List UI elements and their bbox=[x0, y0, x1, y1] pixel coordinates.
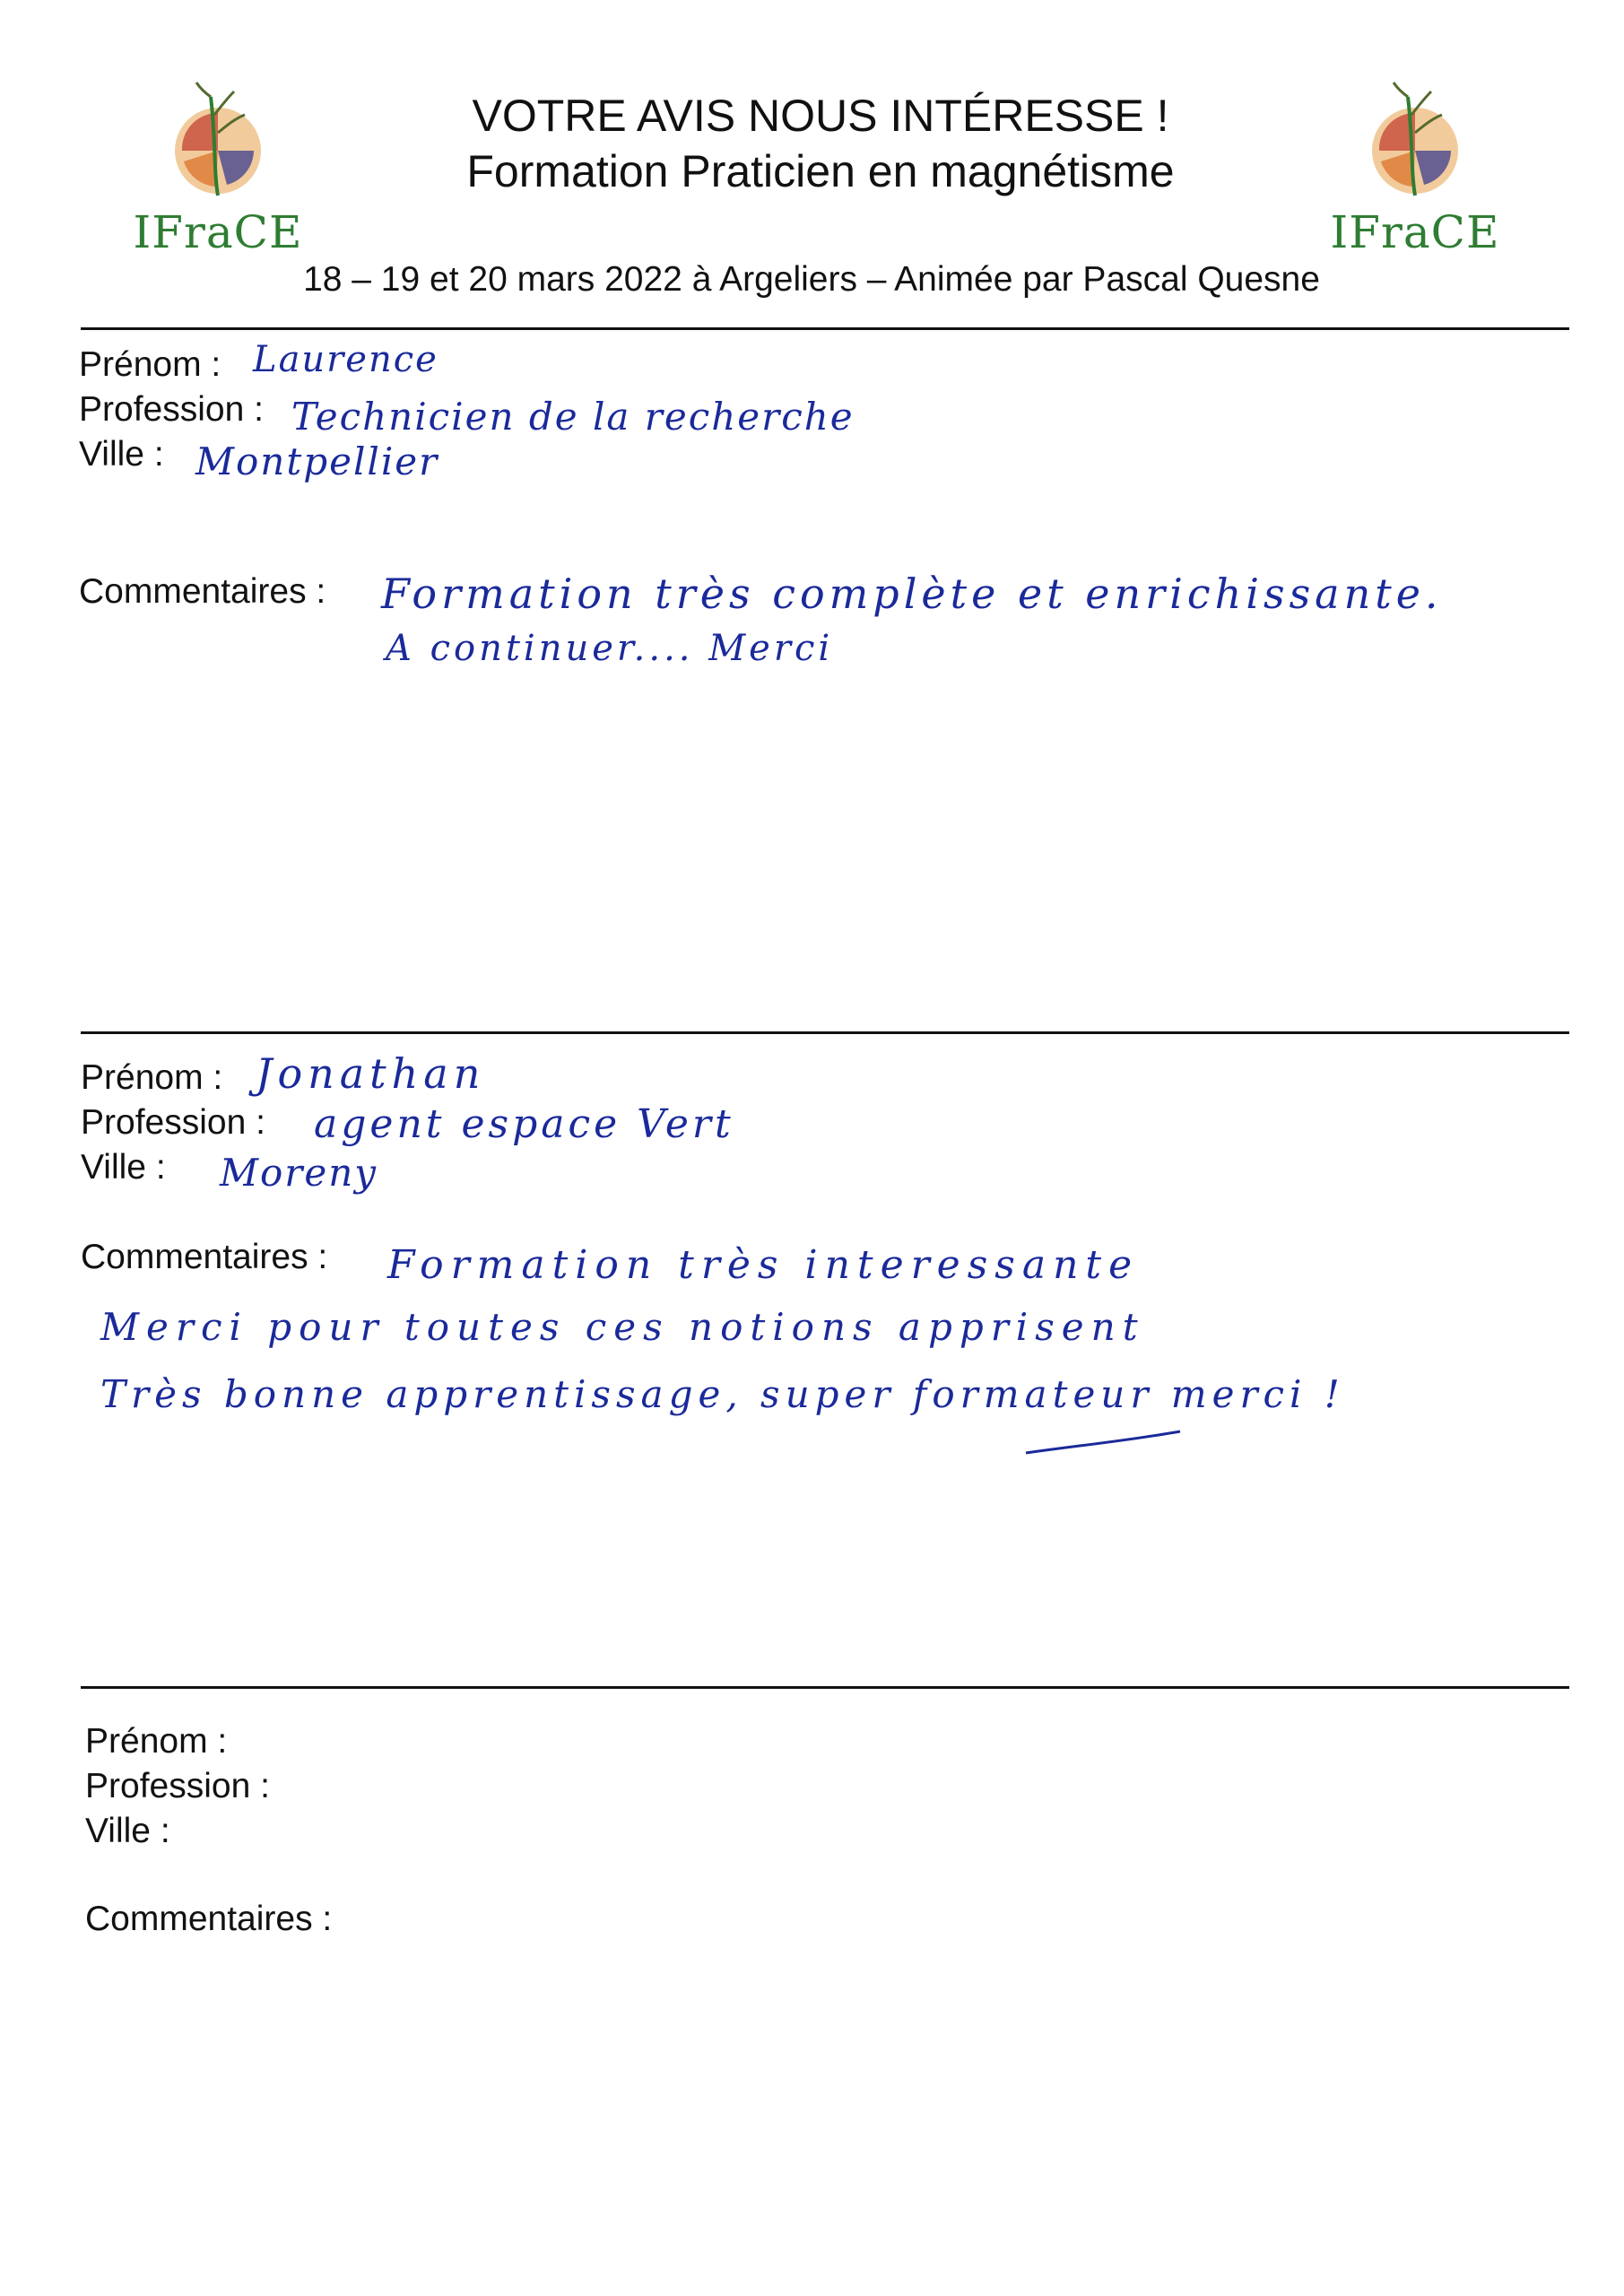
prenom-label: Prénom : bbox=[79, 345, 221, 384]
divider-rule-2 bbox=[81, 1031, 1569, 1034]
ifrace-emblem-icon bbox=[164, 79, 272, 204]
ink-underline-stroke bbox=[1022, 1426, 1184, 1462]
comment-line: Merci pour toutes ces notions apprisent bbox=[100, 1305, 1145, 1349]
divider-rule-3 bbox=[81, 1686, 1569, 1689]
ifrace-logo-right bbox=[1325, 79, 1505, 258]
comment-line: Formation très complète et enrichissante. bbox=[381, 570, 1443, 618]
prenom-value: Laurence bbox=[253, 339, 439, 380]
comment-line: Très bonne apprentissage, super formateur merci ! bbox=[100, 1372, 1345, 1416]
logo-text-right: IFraCE bbox=[1330, 206, 1500, 258]
prenom-label: Prénom : bbox=[81, 1058, 223, 1097]
profession-label: Profession : bbox=[79, 390, 264, 429]
ville-value: Montpellier bbox=[195, 439, 439, 483]
ifrace-logo-left bbox=[128, 79, 308, 258]
ville-label: Ville : bbox=[79, 435, 164, 474]
title-line-1: VOTRE AVIS NOUS INTÉRESSE ! bbox=[472, 91, 1169, 141]
prenom-value: Jonathan bbox=[256, 1049, 486, 1098]
prenom-label: Prénom : bbox=[85, 1722, 228, 1761]
commentaires-label: Commentaires : bbox=[85, 1900, 333, 1938]
title-line-2: Formation Praticien en magnétisme bbox=[466, 146, 1175, 196]
comment-line: Formation très interessante bbox=[387, 1242, 1140, 1288]
profession-value: agent espace Vert bbox=[314, 1101, 734, 1147]
form-title bbox=[323, 88, 1318, 199]
commentaires-label: Commentaires : bbox=[79, 572, 326, 611]
ifrace-emblem-icon bbox=[1361, 79, 1469, 204]
comment-line: A continuer.... Merci bbox=[386, 628, 834, 669]
ville-label: Ville : bbox=[85, 1812, 170, 1850]
ville-label: Ville : bbox=[81, 1148, 166, 1187]
commentaires-label: Commentaires : bbox=[81, 1238, 328, 1276]
form-subtitle: 18 – 19 et 20 mars 2022 à Argeliers – Animée par Pascal Quesne bbox=[303, 260, 1320, 299]
ville-value: Moreny bbox=[220, 1151, 378, 1195]
logo-text-left: IFraCE bbox=[133, 206, 303, 258]
profession-label: Profession : bbox=[85, 1767, 270, 1805]
divider-rule-1 bbox=[81, 327, 1569, 330]
profession-value: Technicien de la recherche bbox=[291, 395, 855, 439]
profession-label: Profession : bbox=[81, 1103, 265, 1142]
